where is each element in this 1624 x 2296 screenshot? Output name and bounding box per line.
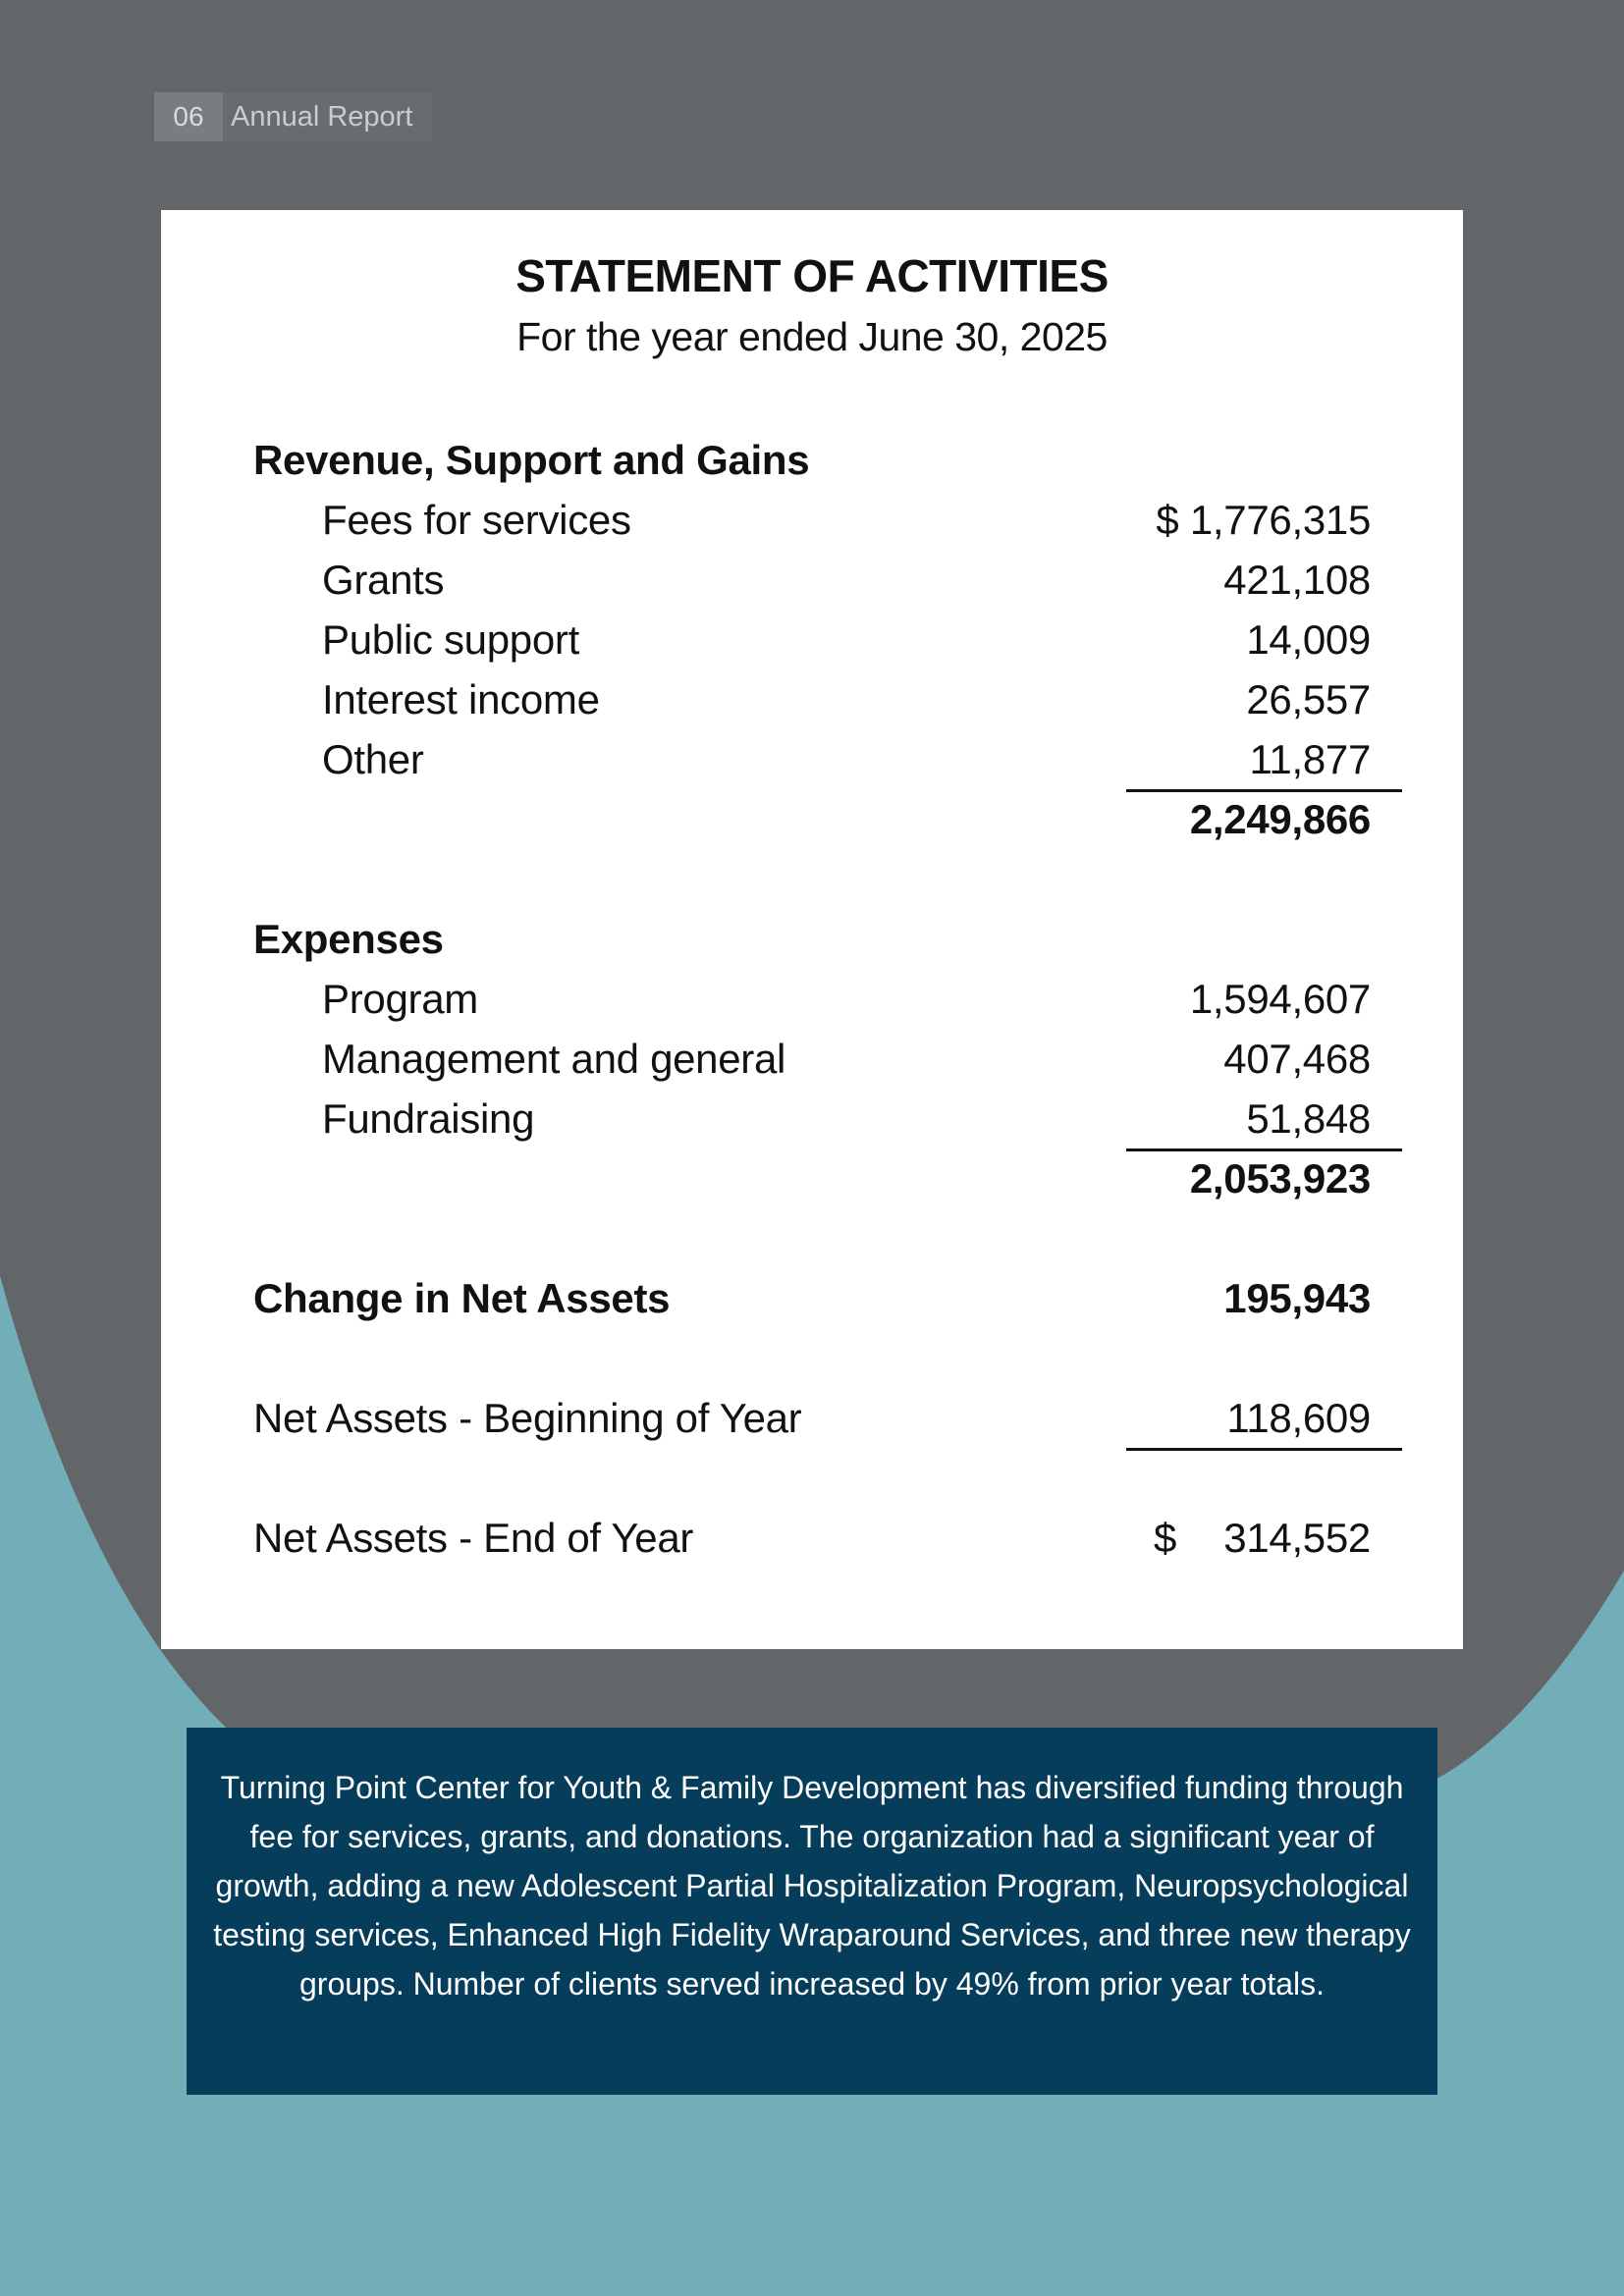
line-item-label: Fundraising <box>322 1095 535 1142</box>
line-item-label: Interest income <box>322 676 600 722</box>
subtotal-rule <box>1126 1148 1402 1151</box>
table-row <box>253 615 1371 665</box>
line-item-value: 14,009 <box>1246 616 1371 663</box>
line-item-label: Program <box>322 976 478 1022</box>
revenue-total: 2,249,866 <box>1189 796 1371 842</box>
statement-of-activities-panel <box>161 210 1463 1649</box>
table-row <box>253 1035 1371 1084</box>
table-row <box>253 975 1371 1024</box>
page-header-tag <box>154 92 432 141</box>
line-item-value: 1,594,607 <box>1189 976 1371 1022</box>
page-number: 06 <box>154 92 223 141</box>
expenses-heading: Expenses <box>253 916 444 962</box>
expenses-heading-row <box>253 915 1371 964</box>
revenue-heading: Revenue, Support and Gains <box>253 437 810 483</box>
table-row <box>253 675 1371 724</box>
summary-note-text: Turning Point Center for Youth & Family Development has diversified funding through fee for services, grants, and donations. The organization had a significant year of growth, adding a new Adolescent Partial Hospitalization Program, Neuropsychological testing services, Enhanced High Fidelity Wraparound Services, and three new therapy groups. Number of clients served increased by 49% from prior year totals. <box>213 1770 1411 2002</box>
revenue-heading-row <box>253 436 1371 485</box>
expenses-total: 2,053,923 <box>1189 1155 1371 1201</box>
net-assets-beginning-label: Net Assets - Beginning of Year <box>253 1395 802 1441</box>
net-assets-end-row <box>253 1514 1371 1563</box>
net-assets-end-value: 314,552 <box>1223 1515 1371 1561</box>
table-row <box>253 496 1371 545</box>
expenses-total-row <box>253 1154 1371 1203</box>
report-title: Annual Report <box>223 92 432 141</box>
table-row <box>253 735 1371 784</box>
statement-subtitle: For the year ended June 30, 2025 <box>516 314 1108 359</box>
summary-note-box <box>187 1728 1437 2095</box>
line-item-value: 11,877 <box>1249 736 1371 782</box>
change-in-net-assets-row <box>253 1274 1371 1323</box>
line-item-value: 421,108 <box>1223 557 1371 603</box>
line-item-label: Grants <box>322 557 445 603</box>
subtotal-rule <box>1126 789 1402 792</box>
statement-title: STATEMENT OF ACTIVITIES <box>515 250 1109 301</box>
revenue-total-row <box>253 795 1371 844</box>
currency-symbol: $ <box>1154 1515 1177 1561</box>
line-item-label: Public support <box>322 616 579 663</box>
table-row <box>253 1095 1371 1144</box>
net-assets-end-label: Net Assets - End of Year <box>253 1515 694 1561</box>
line-item-value: $ 1,776,315 <box>1156 497 1371 543</box>
change-in-net-assets-label: Change in Net Assets <box>253 1275 671 1321</box>
net-assets-beginning-row <box>253 1394 1371 1443</box>
line-item-label: Management and general <box>322 1036 786 1082</box>
line-item-value: 407,468 <box>1223 1036 1371 1082</box>
net-assets-beginning-value: 118,609 <box>1226 1395 1371 1441</box>
line-item-label: Other <box>322 736 424 782</box>
total-rule <box>1126 1448 1402 1451</box>
line-item-value: 26,557 <box>1246 676 1371 722</box>
change-in-net-assets-value: 195,943 <box>1223 1275 1371 1321</box>
table-row <box>253 556 1371 605</box>
line-item-value: 51,848 <box>1246 1095 1371 1142</box>
line-item-label: Fees for services <box>322 497 631 543</box>
